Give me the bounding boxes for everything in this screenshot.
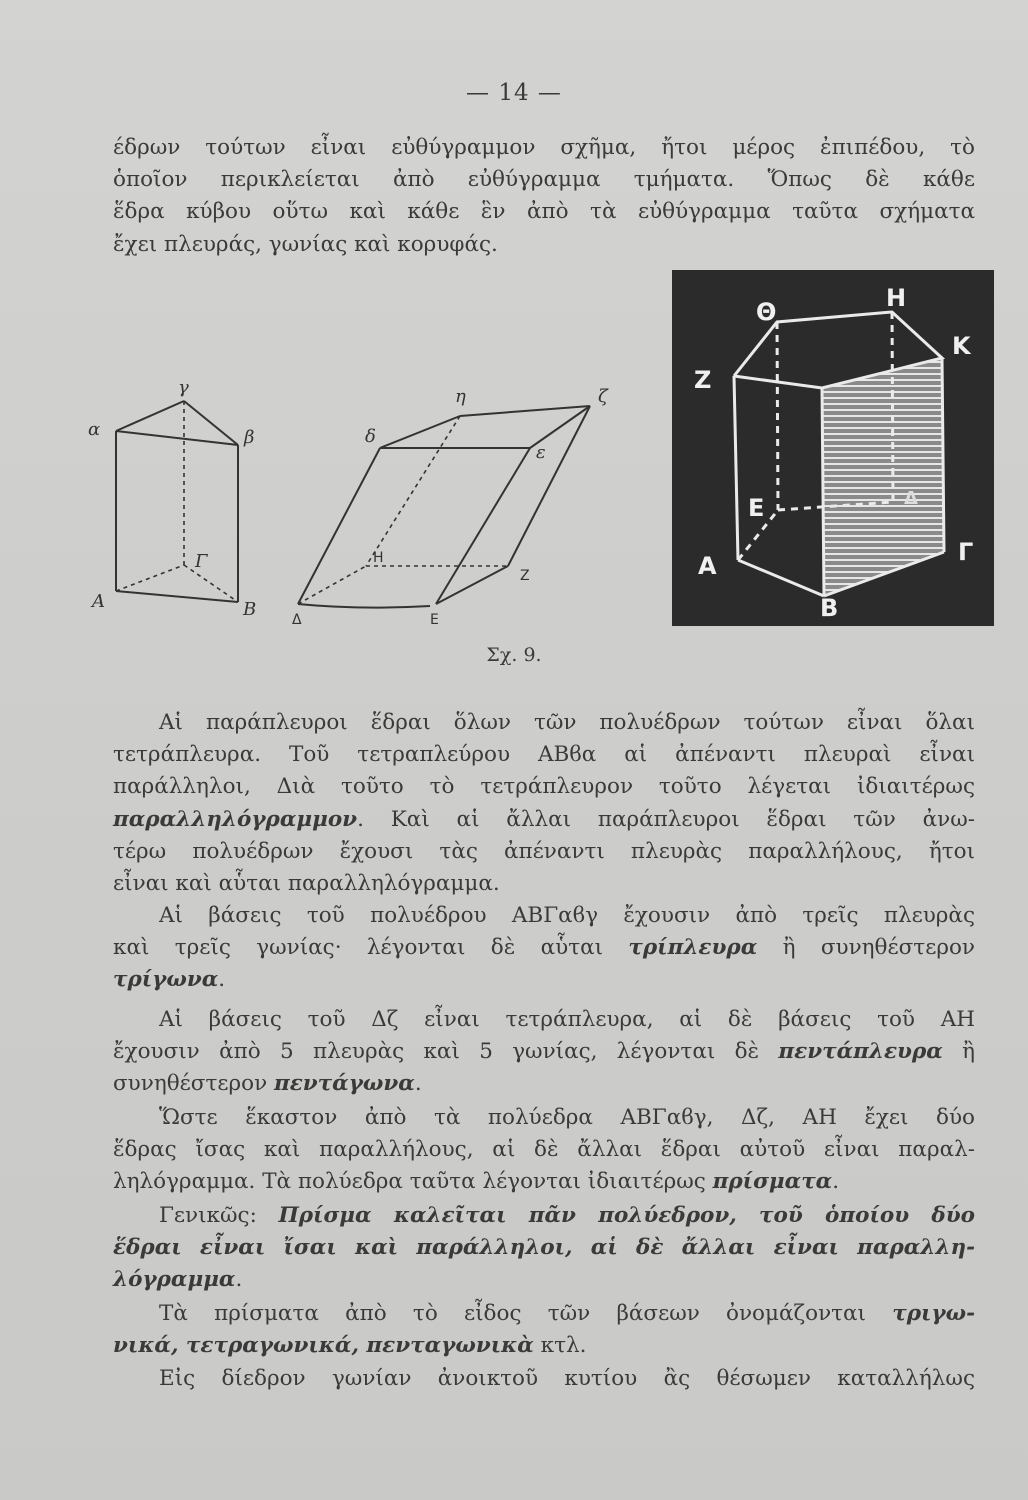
label-photo-G: Γ: [958, 538, 974, 566]
label-epsilon: ε: [536, 442, 546, 463]
text-line: ἔχει πλευράς, γωνίας καὶ κορυφάς.: [113, 231, 498, 257]
parallelepiped-figure: [280, 380, 620, 630]
text-line: Τὰ πρίσματα ἀπὸ τὸ εἶδος τῶν βάσεων ὀνομάζονται τριγω-: [159, 1301, 975, 1326]
text-line: ἔχουσιν ἀπὸ 5 πλευρὰς καὶ 5 γωνίας, λέγονται δὲ πεντάπλευρα ἢ: [113, 1039, 976, 1065]
triangular-prism-figure: [80, 375, 270, 630]
label-H: Η: [373, 550, 384, 566]
label-theta: Θ: [756, 298, 777, 326]
label-B: Β: [243, 599, 257, 620]
text-line: παραλληλόγραμμον. Καὶ αἱ ἄλλαι παράπλευροι ἕδραι τῶν ἀνω-: [113, 806, 975, 832]
text-line: ὁποῖον περικλείεται ἀπὸ εὐθύγραμμα τμήματα. Ὅπως δὲ κάθε: [113, 167, 975, 193]
label-gamma: γ: [178, 377, 189, 398]
text-line: ἕδρα κύβου οὕτω καὶ κάθε ἓν ἀπὸ τὰ εὐθύγραμμα ταῦτα σχήματα: [113, 199, 975, 225]
term-triplevra: τρίπλευρα: [628, 935, 758, 961]
term-prismata: πρίσματα: [712, 1169, 833, 1195]
text-line: ἕδρας ἴσας καὶ παραλλήλους, αἱ δὲ ἄλλαι ἕδραι αὐτοῦ εἶναι παραλ-: [113, 1137, 975, 1163]
text-line: [113, 1232, 975, 1264]
text-line: Εἰς δίεδρον γωνίαν ἀνοικτοῦ κυτίου ἂς θέσωμεν καταλλήλως: [159, 1366, 975, 1391]
pentagonal-prism-photo: [672, 270, 994, 626]
text-line: Αἱ παράπλευροι ἕδραι ὅλων τῶν πολυέδρων τούτων εἶναι ὅλαι: [159, 710, 975, 735]
page-number: — 14 —: [466, 80, 562, 106]
label-G: Γ: [195, 551, 208, 572]
label-alpha: α: [88, 419, 101, 440]
figure-caption: Σχ. 9.: [486, 644, 542, 666]
term-trigoni: τριγω-: [892, 1301, 975, 1326]
label-Z: Ζ: [520, 568, 530, 584]
text-line: Γενικῶς: Πρίσμα καλεῖται πᾶν πολύεδρον, τοῦ ὁποίου δύο: [159, 1203, 975, 1228]
label-D: Δ: [292, 612, 302, 628]
paragraph-triangular-bases: [113, 900, 975, 997]
text-line: λόγραμμα.: [113, 1267, 243, 1293]
text-line: συνηθέστερον πεντάγωνα.: [113, 1071, 422, 1097]
paragraph-pentagonal-bases: [113, 1004, 975, 1101]
label-beta: β: [244, 427, 255, 448]
label-photo-Z: Ζ: [694, 366, 712, 394]
intro-paragraph: [113, 132, 975, 261]
term-pentagona: πεντάγωνα: [273, 1071, 415, 1097]
definition-text: ἕδραι εἶναι ἴσαι καὶ παράλληλοι, αἱ δὲ ἄλλαι εἶναι παραλλη-: [113, 1235, 975, 1261]
text-line: καὶ τρεῖς γωνίας· λέγονται δὲ αὗται τρίπλευρα ἢ συνηθέστερον: [113, 935, 975, 961]
text-line: τρίγωνα.: [113, 967, 226, 993]
paragraph-prisms: [113, 1102, 975, 1199]
label-zeta: ζ: [598, 386, 608, 407]
term-prism-types: νικά, τετραγωνικά, πενταγωνικὰ: [113, 1333, 534, 1359]
text-line: τετράπλευρα. Τοῦ τετραπλεύρου ΑΒϐα αἱ ἀπέναντι πλευραὶ εἶναι: [113, 742, 975, 768]
paragraph-prism-definition: [113, 1200, 975, 1297]
label-photo-B: Β: [820, 594, 839, 622]
paragraph-lateral-faces: [113, 707, 975, 900]
label-K: Κ: [952, 332, 971, 360]
term-parallelogram: παραλληλόγραμμον: [113, 806, 358, 832]
label-delta-small: δ: [365, 426, 376, 447]
text-line: εἶναι καὶ αὗται παραλληλόγραμμα.: [113, 871, 500, 897]
label-photo-E: Ε: [748, 494, 765, 522]
label-E: Ε: [430, 612, 439, 628]
text-line: νικά, τετραγωνικά, πενταγωνικὰ κτλ.: [113, 1333, 587, 1359]
text-line: Ὥστε ἕκαστον ἀπὸ τὰ πολύεδρα ΑΒΓαϐγ, Δζ, ΑΗ ἔχει δύο: [159, 1105, 975, 1130]
text-line: Αἱ βάσεις τοῦ πολυέδρου ΑΒΓαϐγ ἔχουσιν ἀπὸ τρεῖς πλευρὰς: [159, 903, 975, 928]
text-line: ληλόγραμμα. Τὰ πολύεδρα ταῦτα λέγονται ἰδιαιτέρως πρίσματα.: [113, 1169, 840, 1195]
paragraph-dihedral: [113, 1363, 975, 1395]
text-line: Αἱ βάσεις τοῦ Δζ εἶναι τετράπλευρα, αἱ δὲ βάσεις τοῦ ΑΗ: [159, 1007, 975, 1032]
definition-text: Πρίσμα καλεῖται πᾶν πολύεδρον, τοῦ ὁποίου δύο: [278, 1203, 975, 1228]
term-pentaplevra: πεντάπλευρα: [778, 1039, 943, 1065]
definition-text: λόγραμμα: [113, 1267, 236, 1293]
text-line: έδρων τούτων εἶναι εὐθύγραμμον σχῆμα, ἤτοι μέρος ἐπιπέδου, τὸ: [113, 135, 975, 160]
term-trigona: τρίγωνα: [113, 967, 219, 993]
label-eta: η: [455, 386, 466, 407]
label-photo-H: Η: [886, 284, 907, 312]
paragraph-prism-types: [113, 1298, 975, 1362]
text-line: παράλληλοι, Διὰ τοῦτο τὸ τετράπλευρον τοῦτο λέγεται ἰδιαιτέρως: [113, 774, 975, 800]
text-line: τέρω πολυέδρων ἔχουσι τὰς ἀπέναντι πλευρὰς παραλλήλους, ἤτοι: [113, 838, 975, 864]
label-A: Α: [92, 591, 105, 612]
label-photo-D: Δ: [904, 488, 918, 509]
label-photo-A: Α: [698, 552, 717, 580]
